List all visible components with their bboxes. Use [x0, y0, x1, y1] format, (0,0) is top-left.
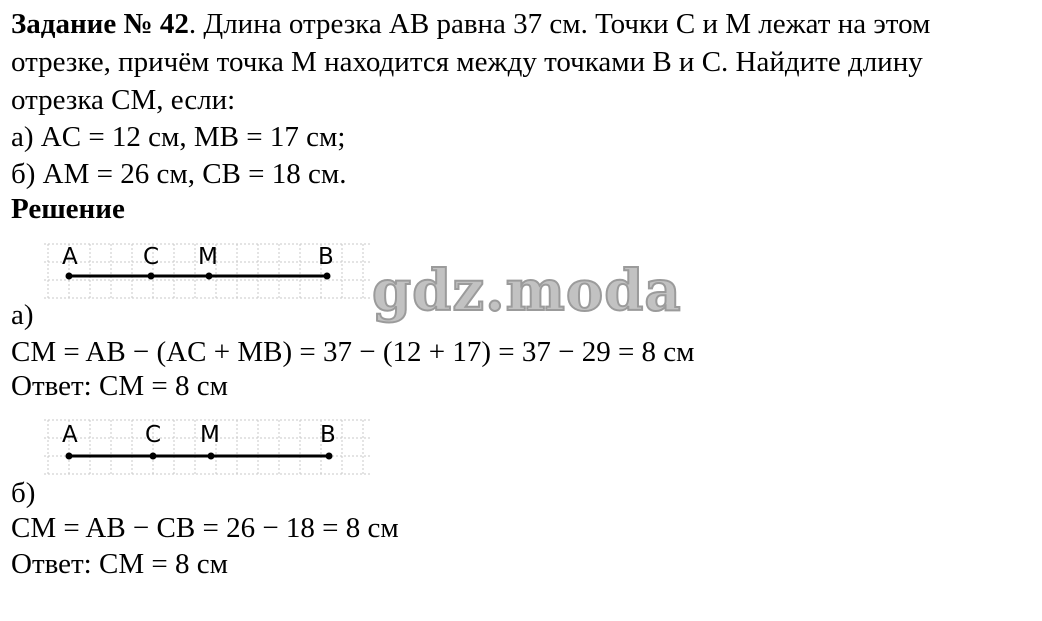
label-c: C — [143, 244, 160, 270]
label-a: A — [62, 422, 78, 448]
point-a — [66, 453, 73, 460]
task-title: Задание № 42 — [11, 8, 189, 40]
label-m: M — [200, 422, 220, 448]
point-m — [208, 453, 215, 460]
point-c — [150, 453, 157, 460]
solution-heading: Решение — [11, 193, 125, 225]
part-a-formula: CM = AB − (AC + MB) = 37 − (12 + 17) = 37 − 29 = 8 см — [11, 336, 695, 368]
part-b-label: б) — [11, 477, 36, 509]
condition-b: б) AM = 26 см, CB = 18 см. — [11, 158, 347, 190]
watermark: gdz.moda — [372, 258, 682, 324]
label-b: B — [318, 244, 334, 270]
point-m — [206, 273, 213, 280]
point-a — [66, 273, 73, 280]
task-line-3: отрезка CM, если: — [11, 84, 236, 116]
label-m: M — [198, 244, 218, 270]
part-b-answer: Ответ: CM = 8 см — [11, 548, 228, 580]
segment-figure-a — [44, 236, 374, 304]
label-c: C — [145, 422, 162, 448]
part-a-answer: Ответ: CM = 8 см — [11, 370, 228, 402]
point-b — [324, 273, 331, 280]
segment-figure-b — [44, 412, 374, 480]
part-b-formula: CM = AB − CB = 26 − 18 = 8 см — [11, 512, 399, 544]
point-b — [326, 453, 333, 460]
task-line-1 — [11, 7, 930, 41]
label-a: A — [62, 244, 78, 270]
point-c — [148, 273, 155, 280]
label-b: B — [320, 422, 336, 448]
task-text-1: . Длина отрезка AB равна 37 см. Точки C и M лежат на этом — [188, 8, 931, 40]
task-line-2: отрезке, причём точка M находится между точками B и C. Найдите длину — [11, 46, 923, 78]
part-a-label: а) — [11, 299, 34, 331]
condition-a: а) AC = 12 см, MB = 17 см; — [11, 121, 346, 153]
